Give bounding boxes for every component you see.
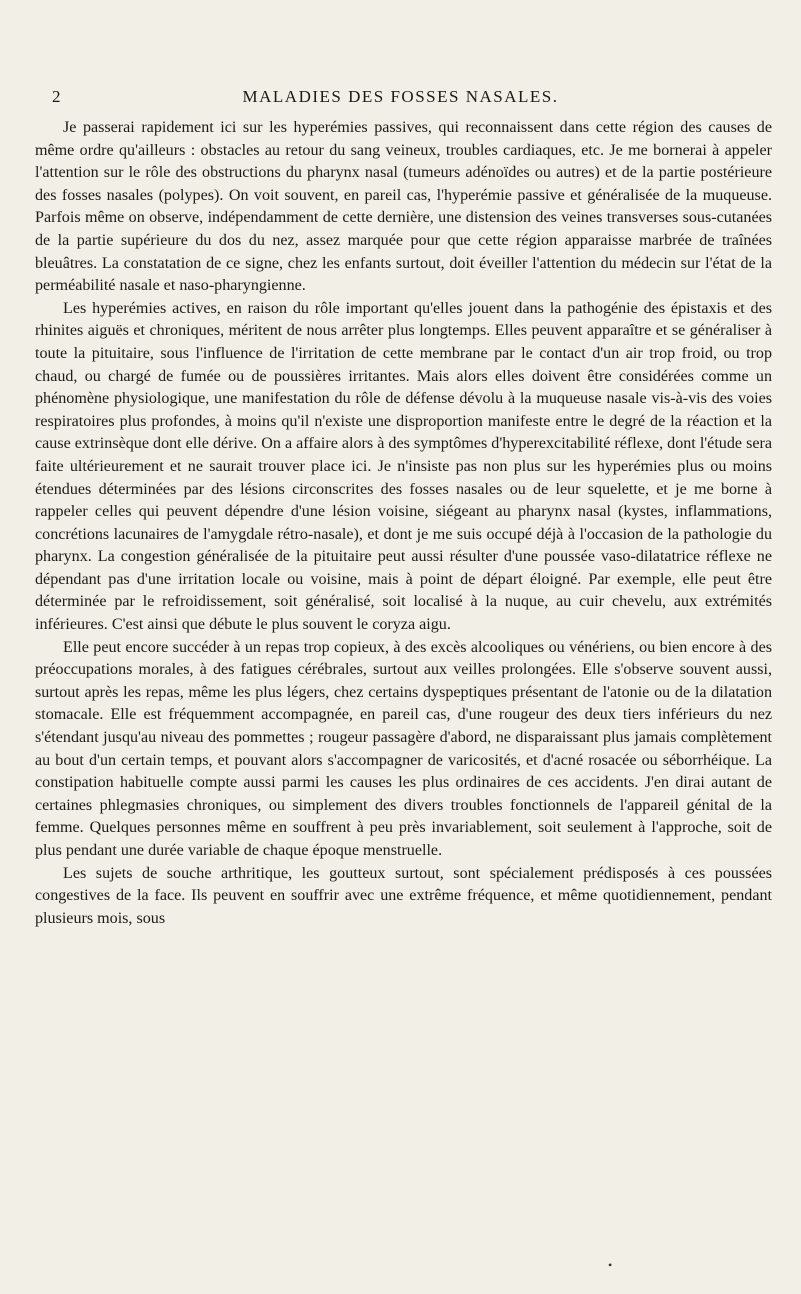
paragraph-causes: Elle peut encore succéder à un repas trop copieux, à des excès alcooliques ou vénériens, ou bien encore à des préoccupations morales, à des fatigues cérébrales, surtout aux veilles prolongées. Elle s'observe souvent aussi, surtout après les repas, même les plus légers, chez certains dyspeptiques présentant de l'atonie ou de la dilatation stomacale. Elle est fréquemment accompagnée, en pareil cas, d'une rougeur des deux tiers inférieurs du nez s'étendant jusqu'au niveau des pommettes ; rougeur passagère d'abord, ne disparaissant plus jamais complètement au bout d'un certain temps, et pouvant alors s'accompagner de varicosités, et d'acné rosacée ou séborrhéique. La constipation habituelle compte aussi parmi les causes les plus ordinaires de ces accidents. J'en dirai autant de certaines phlegmasies chroniques, ou simplement des divers troubles fonctionnels de l'appareil génital de la femme. Quelques personnes même en souffrent à peu près invariablement, soit seulement à l'approche, soit de plus pendant une durée variable de chaque époque menstruelle. bbox=[35, 638, 772, 859]
paragraph-active-hyperemia: Les hyperémies actives, en raison du rôle important qu'elles jouent dans la pathogénie des épistaxis et des rhinites aiguës et chroniques, méritent de nous arrêter plus longtemps. Elles peuvent apparaître et se généraliser à toute la pituitaire, sous l'influence de l'irritation de cette membrane par le contact d'un air trop froid, ou trop chaud, ou chargé de fumée ou de poussières irritantes. Mais alors elles doivent être considérées comme un phénomène physiologique, une manifestation du rôle de défense dévolu à la muqueuse nasale vis-à-vis des voies respiratoires plus profondes, à moins qu'il n'existe une disproportion manifeste entre le degré de la réaction et la cause extrinsèque dont elle dérive. On a affaire alors à des symptômes d'hyperexcitabilité réflexe, dont l'étude sera faite ultérieurement et ne saurait trouver place ici. Je n'insiste pas non plus sur les hyperémies plus ou moins étendues déterminées par des lésions circonscrites des fosses nasales ou de leur squelette, et je me borne à rappeler celles qui peuvent dépendre d'une lésion voisine, siégeant au pharynx nasal (kystes, inflammations, concrétions lacunaires de l'amygdale rétro-nasale), et dont je me suis occupé déjà à l'occasion de la pathologie du pharynx. La congestion généralisée de la pituitaire peut aussi résulter d'une poussée vaso-dilatatrice réflexe ne dépendant pas d'une irritation locale ou voisine, mais à point de départ éloigné. Par exemple, elle peut être déterminée par le refroidissement, soit généralisé, soit localisé à la nuque, au cuir chevelu, aux extrémités inférieures. C'est ainsi que débute le plus souvent le coryza aigu. bbox=[35, 299, 772, 634]
paragraph-arthritic-subjects: Les sujets de souche arthritique, les goutteux surtout, sont spécialement prédisposés à ces poussées congestives de la face. Ils peuvent en souffrir avec une extrême fréquence, et même quotidiennement, pendant plusieurs mois, sous bbox=[35, 864, 772, 927]
paragraph-passive-hyperemia: Je passerai rapidement ici sur les hyperémies passives, qui reconnaissent dans cette région des causes de même ordre qu'ailleurs : obstacles au retour du sang veineux, troubles cardiaques, etc. Je me bornerai à appeler l'attention sur le rôle des obstructions du pharynx nasal (tumeurs adénoïdes ou autres) et de la partie postérieure des fosses nasales (polypes). On voit souvent, en pareil cas, l'hyperémie passive et généralisée de la muqueuse. Parfois même on observe, indépendamment de cette dernière, une distension des veines transverses sous-cutanées de la partie supérieure du dos du nez, assez marquée pour que cette région apparaisse marbrée de traînées bleuâtres. La constatation de ce signe, chez les enfants surtout, doit éveiller l'attention du médecin sur l'état de la perméabilité nasale et naso-pharyngienne. bbox=[35, 119, 772, 295]
page-header bbox=[0, 86, 801, 108]
page-number: 2 bbox=[52, 87, 61, 106]
stray-mark: • bbox=[608, 1258, 613, 1272]
running-title: MALADIES DES FOSSES NASALES. bbox=[242, 87, 559, 106]
body-text bbox=[35, 117, 772, 930]
